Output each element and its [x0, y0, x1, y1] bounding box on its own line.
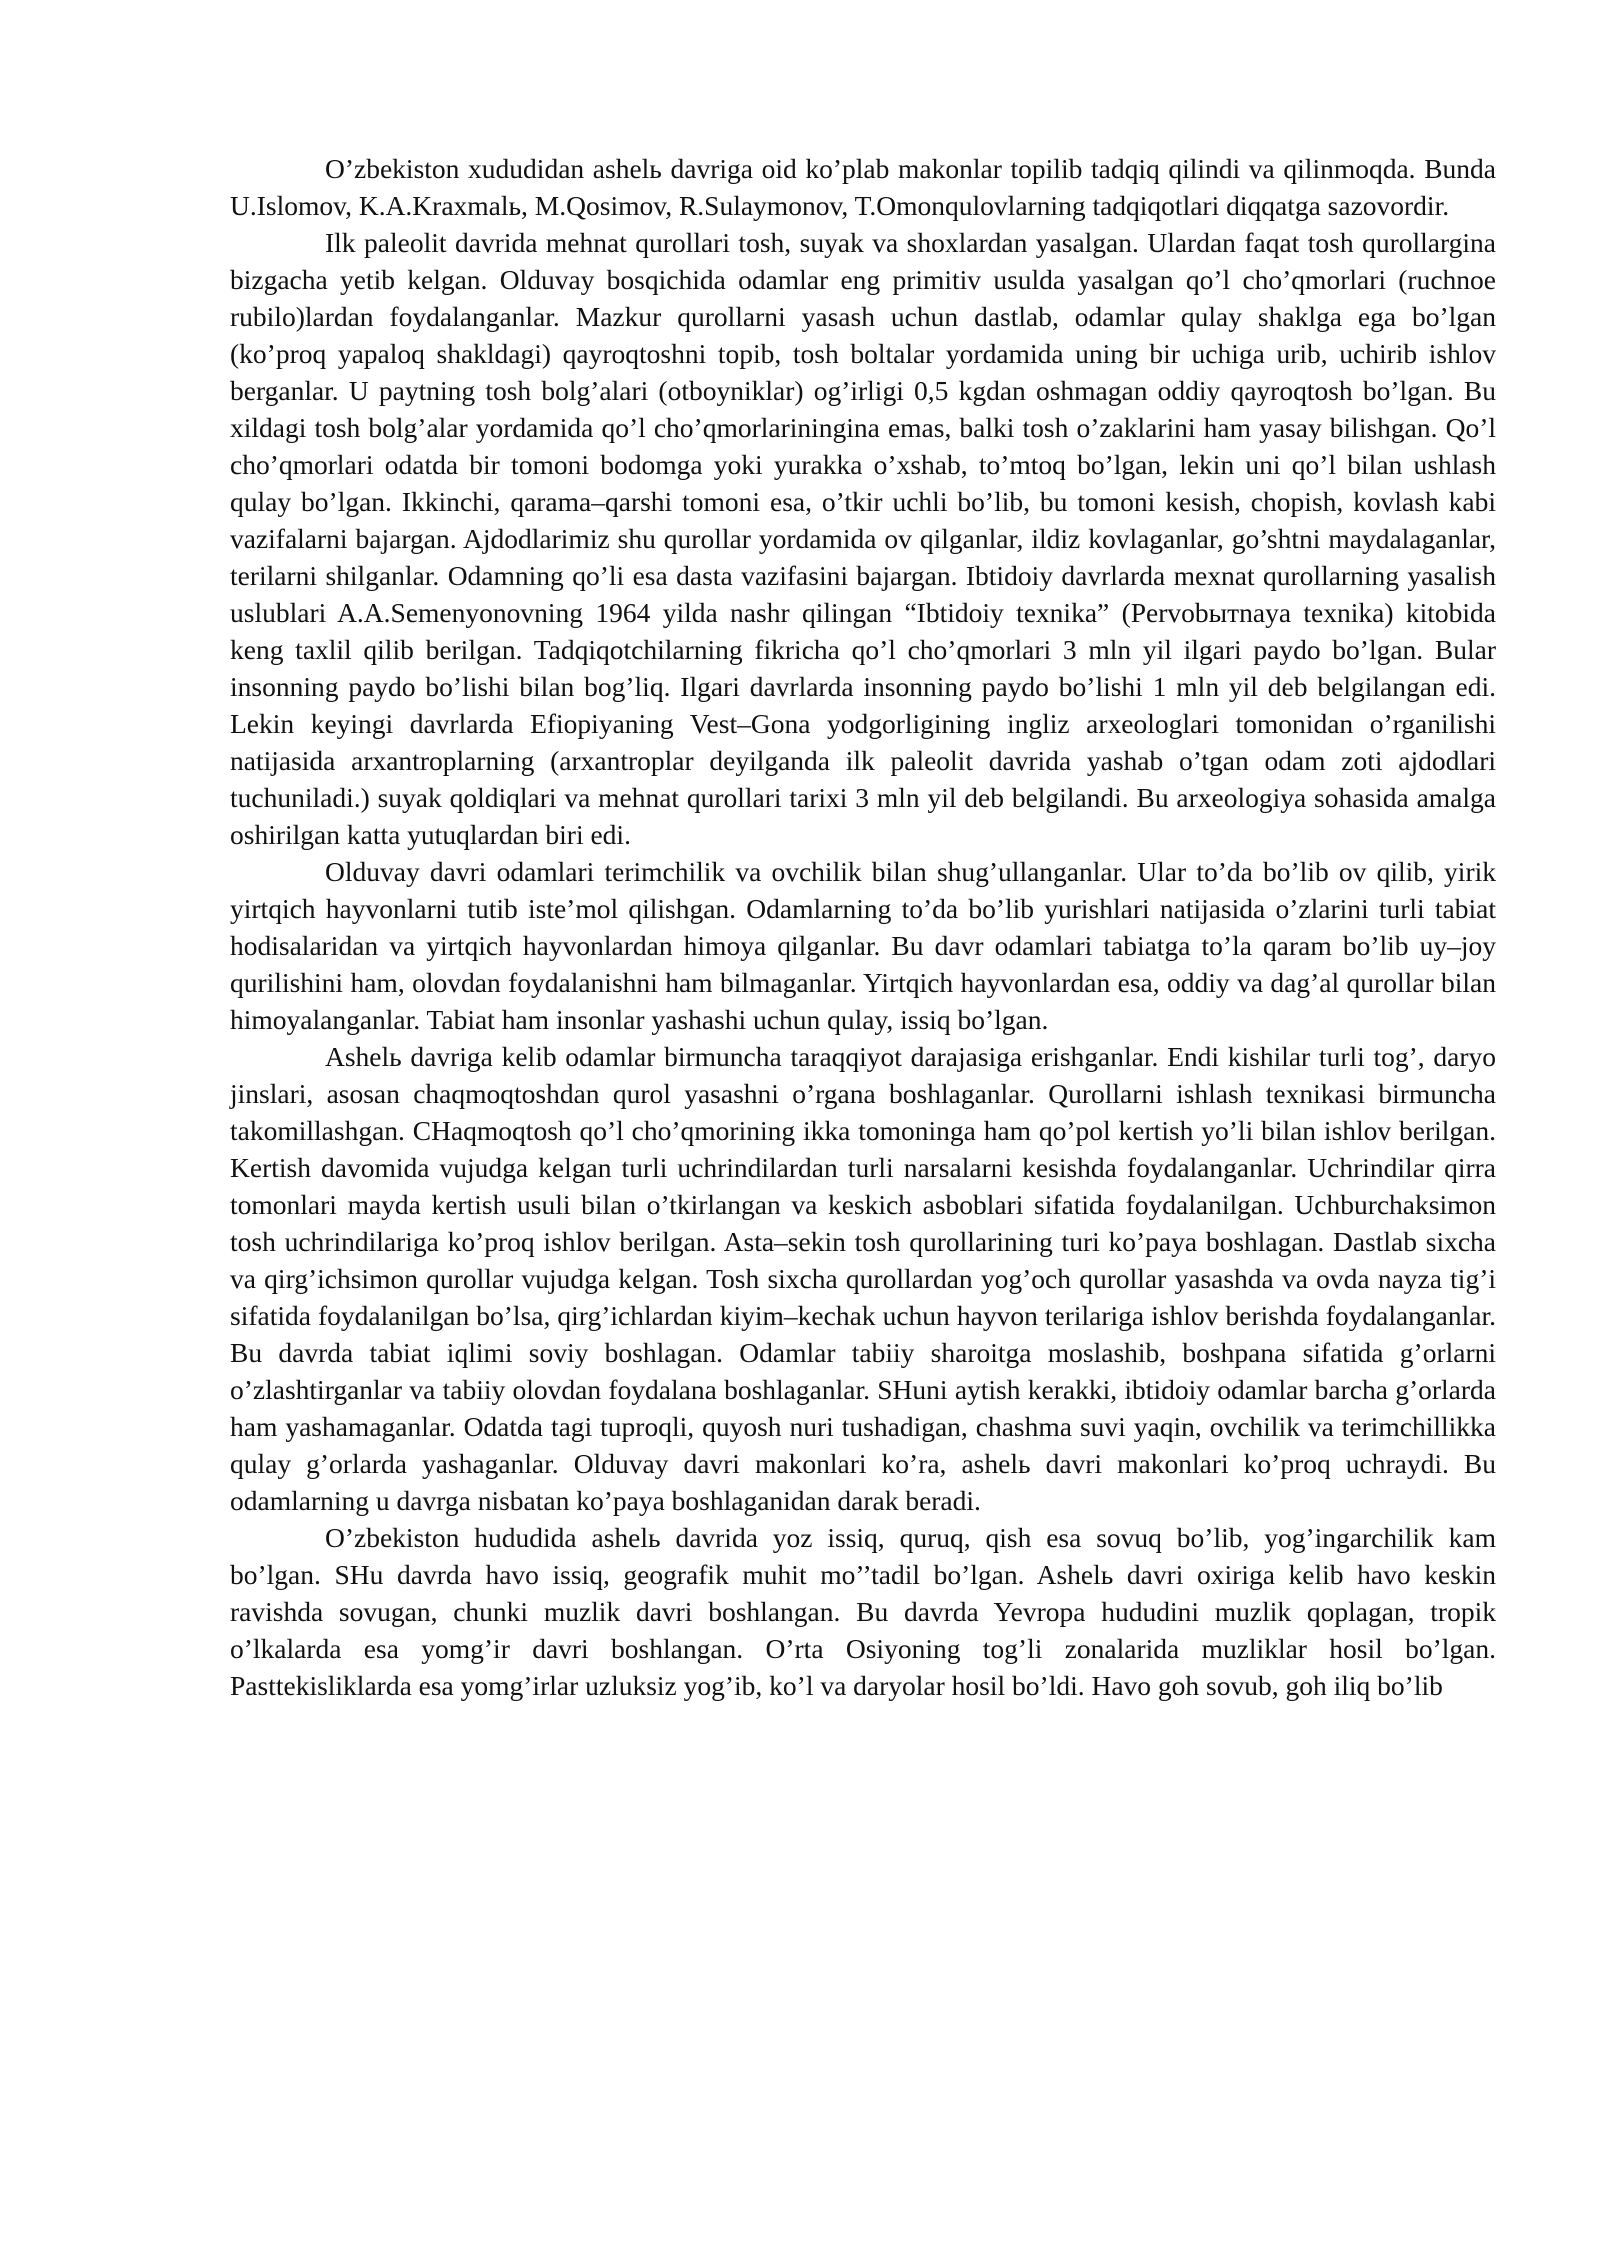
document-body — [230, 150, 1496, 1704]
paragraph-4: Ashelь davriga kelib odamlar birmuncha taraqqiyot darajasiga erishganlar. Endi kishilar turli tog’, daryo jinslari, asosan chaqmoqtoshdan qurol yasashni o’rgana boshlaganlar. Qurollarni ishlash texnikasi birmuncha takomillashgan. CHaqmoqtosh qo’l cho’qmorining ikka tomoninga ham qo’pol kertish yo’li bilan ishlov berilgan. Kertish davomida vujudga kelgan turli uchrindilardan turli narsalarni kesishda foydalanganlar. Uchrindilar qirra tomonlari mayda kertish usuli bilan o’tkirlangan va keskich asboblari sifatida foydalanilgan. Uchburchaksimon tosh uchrindilariga ko’proq ishlov berilgan. Asta–sekin tosh qurollarining turi ko’paya boshlagan. Dastlab sixcha va qirg’ichsimon qurollar vujudga kelgan. Tosh sixcha qurollardan yog’och qurollar yasashda va ovda nayza tig’i sifatida foydalanilgan bo’lsa, qirg’ichlardan kiyim–kechak uchun hayvon terilariga ishlov berishda foydalanganlar. Bu davrda tabiat iqlimi soviy boshlagan. Odamlar tabiiy sharoitga moslashib, boshpana sifatida g’orlarni o’zlashtirganlar va tabiiy olovdan foydalana boshlaganlar. SHuni aytish kerakki, ibtidoiy odamlar barcha g’orlarda ham yashamaganlar. Odatda tagi tuproqli, quyosh nuri tushadigan, chashma suvi yaqin, ovchilik va terimchillikka qulay g’orlarda yashaganlar. Olduvay davri makonlari ko’ra, ashelь davri makonlari ko’proq uchraydi. Bu odamlarning u davrga nisbatan ko’paya boshlaganidan darak beradi. — [230, 1041, 1496, 1516]
paragraph-3: Olduvay davri odamlari terimchilik va ovchilik bilan shug’ullanganlar. Ular to’da bo’lib ov qilib, yirik yirtqich hayvonlarni tutib iste’mol qilishgan. Odamlarning to’da bo’lib yurishlari natijasida o’zlarini turli tabiat hodisalaridan va yirtqich hayvonlardan himoya qilganlar. Bu davr odamlari tabiatga to’la qaram bo’lib uy–joy qurilishini ham, olovdan foydalanishni ham bilmaganlar. Yirtqich hayvonlardan esa, oddiy va dag’al qurollar bilan himoyalanganlar. Tabiat ham insonlar yashashi uchun qulay, issiq bo’lgan. — [230, 856, 1496, 1035]
paragraph-1: O’zbekiston xududidan ashelь davriga oid ko’plab makonlar topilib tadqiq qilindi va qilinmoqda. Bunda U.Islomov, K.A.Kraxmalь, M.Qosimov, R.Sulaymonov, T.Omonqulovlarning tadqiqotlari diqqatga sazovordir. — [230, 153, 1496, 221]
paragraph-5: O’zbekiston hududida ashelь davrida yoz issiq, quruq, qish esa sovuq bo’lib, yog’ingarchilik kam bo’lgan. SHu davrda havo issiq, geografik muhit mo’’tadil bo’lgan. Ashelь davri oxiriga kelib havo keskin ravishda sovugan, chunki muzlik davri boshlangan. Bu davrda Yevropa hududini muzlik qoplagan, tropik o’lkalarda esa yomg’ir davri boshlangan. O’rta Osiyoning tog’li zonalarida muzliklar hosil bo’lgan. Pasttekisliklarda esa yomg’irlar uzluksiz yog’ib, ko’l va daryolar hosil bo’ldi. Havo goh sovub, goh iliq bo’lib — [230, 1522, 1496, 1701]
paragraph-2: Ilk paleolit davrida mehnat qurollari tosh, suyak va shoxlardan yasalgan. Ulardan faqat tosh qurollargina bizgacha yetib kelgan. Olduvay bosqichida odamlar eng primitiv usulda yasalgan qo’l cho’qmorlari (ruchnoe rubilo)lardan foydalanganlar. Mazkur qurollarni yasash uchun dastlab, odamlar qulay shaklga ega bo’lgan (ko’proq yapaloq shakldagi) qayroqtoshni topib, tosh boltalar yordamida uning bir uchiga urib, uchirib ishlov berganlar. U paytning tosh bolg’alari (otboyniklar) og’irligi 0,5 kgdan oshmagan oddiy qayroqtosh bo’lgan. Bu xildagi tosh bolg’alar yordamida qo’l cho’qmorlariningina emas, balki tosh o’zaklarini ham yasay bilishgan. Qo’l cho’qmorlari odatda bir tomoni bodomga yoki yurakka o’xshab, to’mtoq bo’lgan, lekin uni qo’l bilan ushlash qulay bo’lgan. Ikkinchi, qarama–qarshi tomoni esa, o’tkir uchli bo’lib, bu tomoni kesish, chopish, kovlash kabi vazifalarni bajargan. Ajdodlarimiz shu qurollar yordamida ov qilganlar, ildiz kovlaganlar, go’shtni maydalaganlar, terilarni shilganlar. Odamning qo’li esa dasta vazifasini bajargan. Ibtidoiy davrlarda mexnat qurollarning yasalish uslublari A.A.Semenyonovning 1964 yilda nashr qilingan “Ibtidoiy texnika” (Pervobытnaya texnika) kitobida keng taxlil qilib berilgan. Tadqiqotchilarning fikricha qo’l cho’qmorlari 3 mln yil ilgari paydo bo’lgan. Bular insonning paydo bo’lishi bilan bog’liq. Ilgari davrlarda insonning paydo bo’lishi 1 mln yil deb belgilangan edi. Lekin keyingi davrlarda Efiopiyaning Vest–Gona yodgorligining ingliz arxeologlari tomonidan o’rganilishi natijasida arxantroplarning (arxantroplar deyilganda ilk paleolit davrida yashab o’tgan odam zoti ajdodlari tuchuniladi.) suyak qoldiqlari va mehnat qurollari tarixi 3 mln yil deb belgilandi. Bu arxeologiya sohasida amalga oshirilgan katta yutuqlardan biri edi. — [230, 227, 1496, 850]
